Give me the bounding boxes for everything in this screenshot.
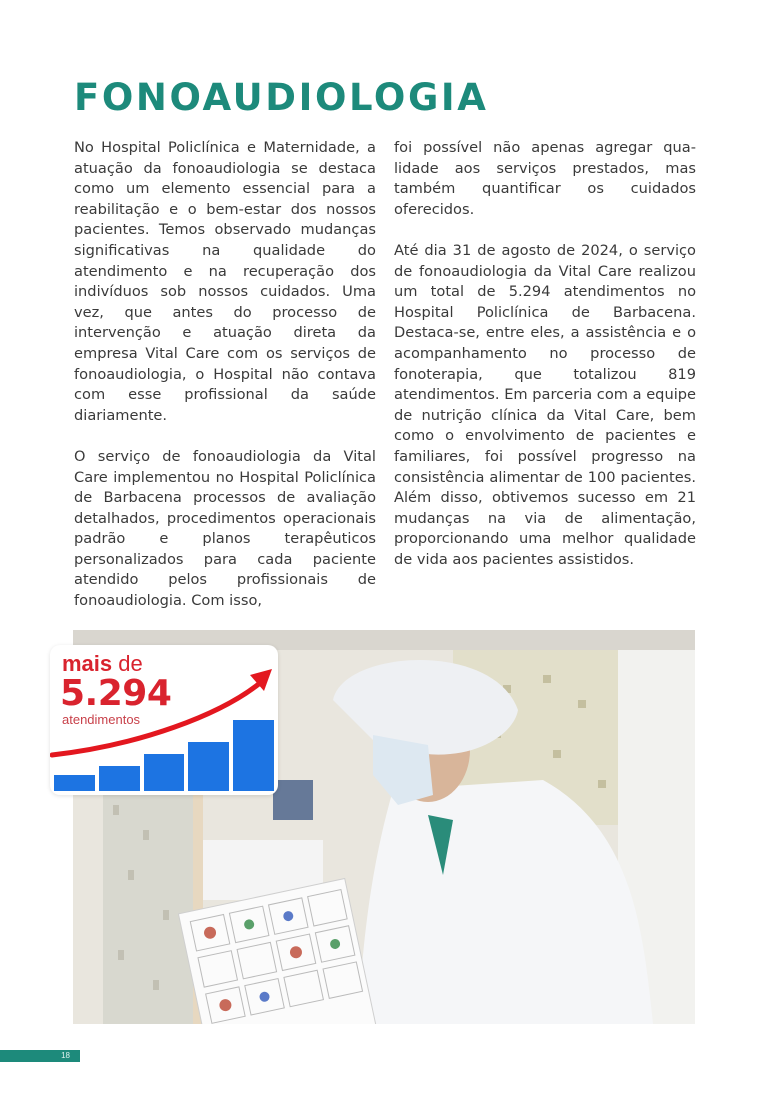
text-column-right <box>394 138 696 591</box>
paragraph: O serviço de fonoaudiologia da Vital Care implementou no Hospital Policlínica de Barbacena processos de avaliação detalhados, procedimentos operacionais padrão e planos terapêuticos personalizados para cada paciente atendido pelos profissionais de fonoaudiologia. Com isso, <box>74 447 376 610</box>
paragraph: Até dia 31 de agosto de 2024, o serviço de fonoaudiologia da Vital Care realizou um total de 5.294 atendimentos no Hospital Policlínica de Barbacena. Destaca-se, entre eles, a assistência e o acompanhamento no processo de fonoterapia, que totalizou 819 atendimentos. Em parceria com a equipe de nutrição clínica da Vital Care, bem como o envolvimento de pacientes e familiares, foi possível progresso na consistência alimentar de 100 pacientes. Além disso, obtivemos sucesso em 21 mudanças na via de alimentação, proporcionando uma melhor qualidade de vida aos pacientes assistidos. <box>394 241 696 568</box>
badge-mais-de: mais de <box>62 651 143 676</box>
page-number: 18 <box>61 1051 70 1060</box>
page-title: FONOAUDIOLOGIA <box>74 76 489 119</box>
paragraph: No Hospital Policlínica e Maternidade, a atuação da fonoaudiologia se destaca como um elemento essencial para a reabilitação e o bem-estar dos nossos pacientes. Temos observado mudanças significativas na qualidade do atendimento e na recuperação dos indivíduos sob nossos cuidados. Uma vez, que antes do processo de intervenção e atuação direta da empresa Vital Care com os serviços de fonoaudiologia, o Hospital não contava com esse profissional da saúde diariamente. <box>74 139 376 424</box>
badge-number: 5.294 <box>60 673 172 714</box>
stat-badge <box>50 645 278 795</box>
page-number-bar <box>0 1050 80 1062</box>
paragraph: foi possível não apenas agregar qualidade aos serviços prestados, mas também quantificar os cuidados oferecidos. <box>394 139 696 218</box>
text-column-left <box>74 138 376 632</box>
badge-label: atendimentos <box>62 712 141 727</box>
